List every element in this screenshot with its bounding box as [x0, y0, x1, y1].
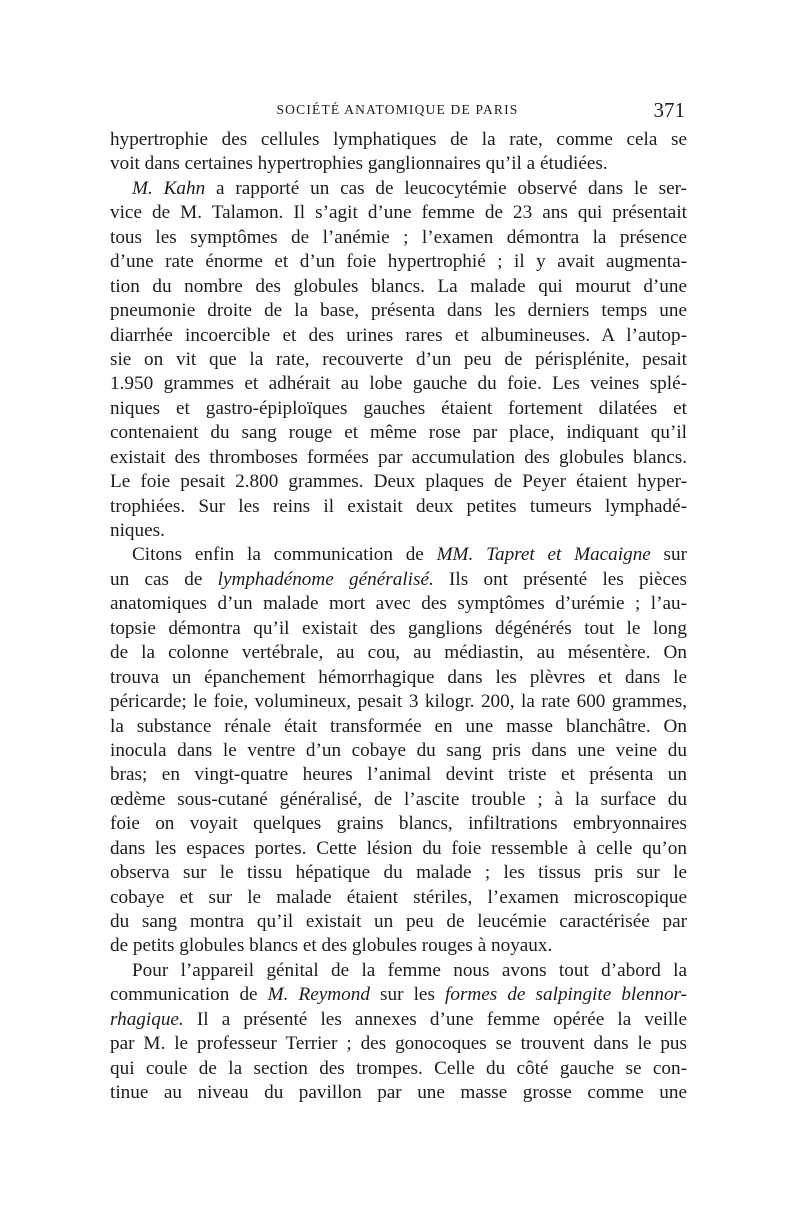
text-line [110, 201, 687, 225]
text-line [110, 128, 687, 152]
text-run: d’une rate énorme et d’un foie hypertrophié ; il y avait augmenta- [110, 251, 687, 273]
text-run: foie on voyait quelques grains blancs, infiltrations embryonnaires [110, 813, 687, 835]
text-run: hypertrophie des cellules lymphatiques de la rate, comme cela se [110, 129, 687, 150]
text-run: dans les espaces portes. Cette lésion du foie ressemble à celle qu’on [110, 837, 687, 859]
text-line [110, 226, 687, 250]
text-run: sur les [369, 984, 446, 1006]
text-run: Citons enfin la communication de [132, 544, 437, 566]
text-line [110, 250, 687, 274]
text-run: Pour l’appareil génital de la femme nous avons tout d’abord la [132, 959, 687, 981]
text-line [110, 446, 687, 470]
page-header [110, 98, 685, 124]
text-run: de la colonne vertébrale, au cou, au médiastin, au mésentère. On [110, 642, 687, 664]
text-line [110, 886, 687, 910]
text-run: Il a présenté les annexes d’une femme opérée la veille [183, 1008, 687, 1030]
text-run: du sang montra qu’il existait un peu de leucémie caractérisée par [110, 911, 687, 932]
italic-run: rhagique. [110, 1008, 184, 1030]
text-run: un cas de [110, 568, 218, 590]
text-run: inocula dans le ventre d’un cobaye du sang pris dans une veine du [110, 739, 687, 761]
text-run: pneumonie droite de la base, présenta dans les derniers temps une [110, 300, 687, 322]
text-line [110, 861, 687, 885]
text-line [110, 1032, 687, 1056]
text-line [110, 739, 687, 763]
text-run: vice de M. Talamon. Il s’agit d’une femme de 23 ans qui présentait [110, 202, 687, 224]
text-line [110, 421, 687, 445]
text-line [110, 372, 687, 396]
text-line [110, 568, 687, 592]
text-run: de petits globules blancs et des globules rouges à noyaux. [110, 935, 553, 957]
text-line [110, 324, 687, 348]
text-run: niques. [110, 520, 165, 541]
text-run: a rapporté un cas de leucocytémie observé dans le ser- [205, 177, 687, 199]
text-run: voit dans certaines hypertrophies ganglionnaires qu’il a étudiées. [110, 153, 608, 175]
text-line [110, 959, 687, 983]
text-line [110, 715, 687, 739]
text-run: Le foie pesait 2.800 grammes. Deux plaques de Peyer étaient hyper- [110, 471, 687, 493]
text-line [110, 763, 687, 787]
text-run: niques et gastro-épiploïques gauches étaient fortement dilatées et [110, 397, 687, 419]
text-run: sur [650, 544, 687, 566]
text-line [110, 299, 687, 323]
text-run: qui coule de la section des trompes. Celle du côté gauche se con- [110, 1057, 687, 1079]
text-run: Ils ont présenté les pièces [433, 568, 687, 590]
text-run: diarrhée incoercible et des urines rares et albumineuses. A l’autop- [110, 324, 687, 346]
body-text [110, 128, 687, 1106]
text-line [110, 348, 687, 372]
text-run: trouva un épanchement hémorrhagique dans les plèvres et dans le [110, 666, 687, 688]
text-line [110, 934, 687, 958]
text-run: anatomiques d’un malade mort avec des symptômes d’urémie ; l’au- [110, 593, 687, 615]
text-line [110, 397, 687, 421]
text-run: 1.950 grammes et adhérait au lobe gauche du foie. Les veines splé- [110, 373, 687, 395]
text-run: cobaye et sur le malade étaient stériles, l’examen microscopique [110, 886, 687, 908]
text-line [110, 1081, 687, 1105]
text-line [110, 592, 687, 616]
text-run: la substance rénale était transformée en une masse blanchâtre. On [110, 715, 687, 737]
text-run: tion du nombre des globules blancs. La malade qui mourut d’une [110, 275, 687, 297]
text-line [110, 519, 687, 543]
italic-run: M. Kahn [132, 177, 206, 199]
text-run: péricarde; le foie, volumineux, pesait 3 kilogr. 200, la rate 600 grammes, [110, 691, 687, 713]
text-run: œdème sous-cutané généralisé, de l’ascite trouble ; à la surface du [110, 788, 687, 810]
text-line [110, 641, 687, 665]
text-line [110, 910, 687, 934]
text-run: observa sur le tissu hépatique du malade ; les tissus pris sur le [110, 862, 687, 884]
text-run: contenaient du sang rouge et même rose par place, indiquant qu’il [110, 422, 687, 444]
text-line [110, 1057, 687, 1081]
italic-run: MM. Tapret et Macaigne [436, 544, 651, 566]
text-line [110, 177, 687, 201]
text-run: bras; en vingt-quatre heures l’animal devint triste et présenta un [110, 764, 687, 786]
text-line [110, 495, 687, 519]
text-run: tous les symptômes de l’anémie ; l’examen démontra la présence [110, 226, 687, 248]
text-line [110, 275, 687, 299]
text-line [110, 1008, 687, 1032]
running-title: SOCIÉTÉ ANATOMIQUE DE PARIS [276, 102, 519, 117]
text-line [110, 470, 687, 494]
italic-run: formes de salpingite blennor- [445, 984, 687, 1006]
page-number: 371 [653, 98, 685, 122]
italic-run: lymphadénome généralisé. [217, 568, 434, 590]
text-line [110, 788, 687, 812]
text-run: existait des thromboses formées par accumulation des globules blancs. [110, 446, 687, 468]
text-run: communication de [110, 984, 268, 1006]
text-line [110, 152, 687, 176]
italic-run: M. Reymond [267, 984, 370, 1006]
text-run: par M. le professeur Terrier ; des gonocoques se trouvent dans le pus [110, 1033, 687, 1055]
text-line [110, 617, 687, 641]
text-line [110, 837, 687, 861]
text-line [110, 543, 687, 567]
text-line [110, 690, 687, 714]
text-run: tinue au niveau du pavillon par une masse grosse comme une [110, 1082, 687, 1104]
text-line [110, 983, 687, 1007]
text-line [110, 812, 687, 836]
text-run: topsie démontra qu’il existait des ganglions dégénérés tout le long [110, 617, 687, 639]
text-run: trophiées. Sur les reins il existait deux petites tumeurs lymphadé- [110, 495, 687, 517]
text-line [110, 666, 687, 690]
text-run: sie on vit que la rate, recouverte d’un peu de périsplénite, pesait [110, 348, 687, 370]
